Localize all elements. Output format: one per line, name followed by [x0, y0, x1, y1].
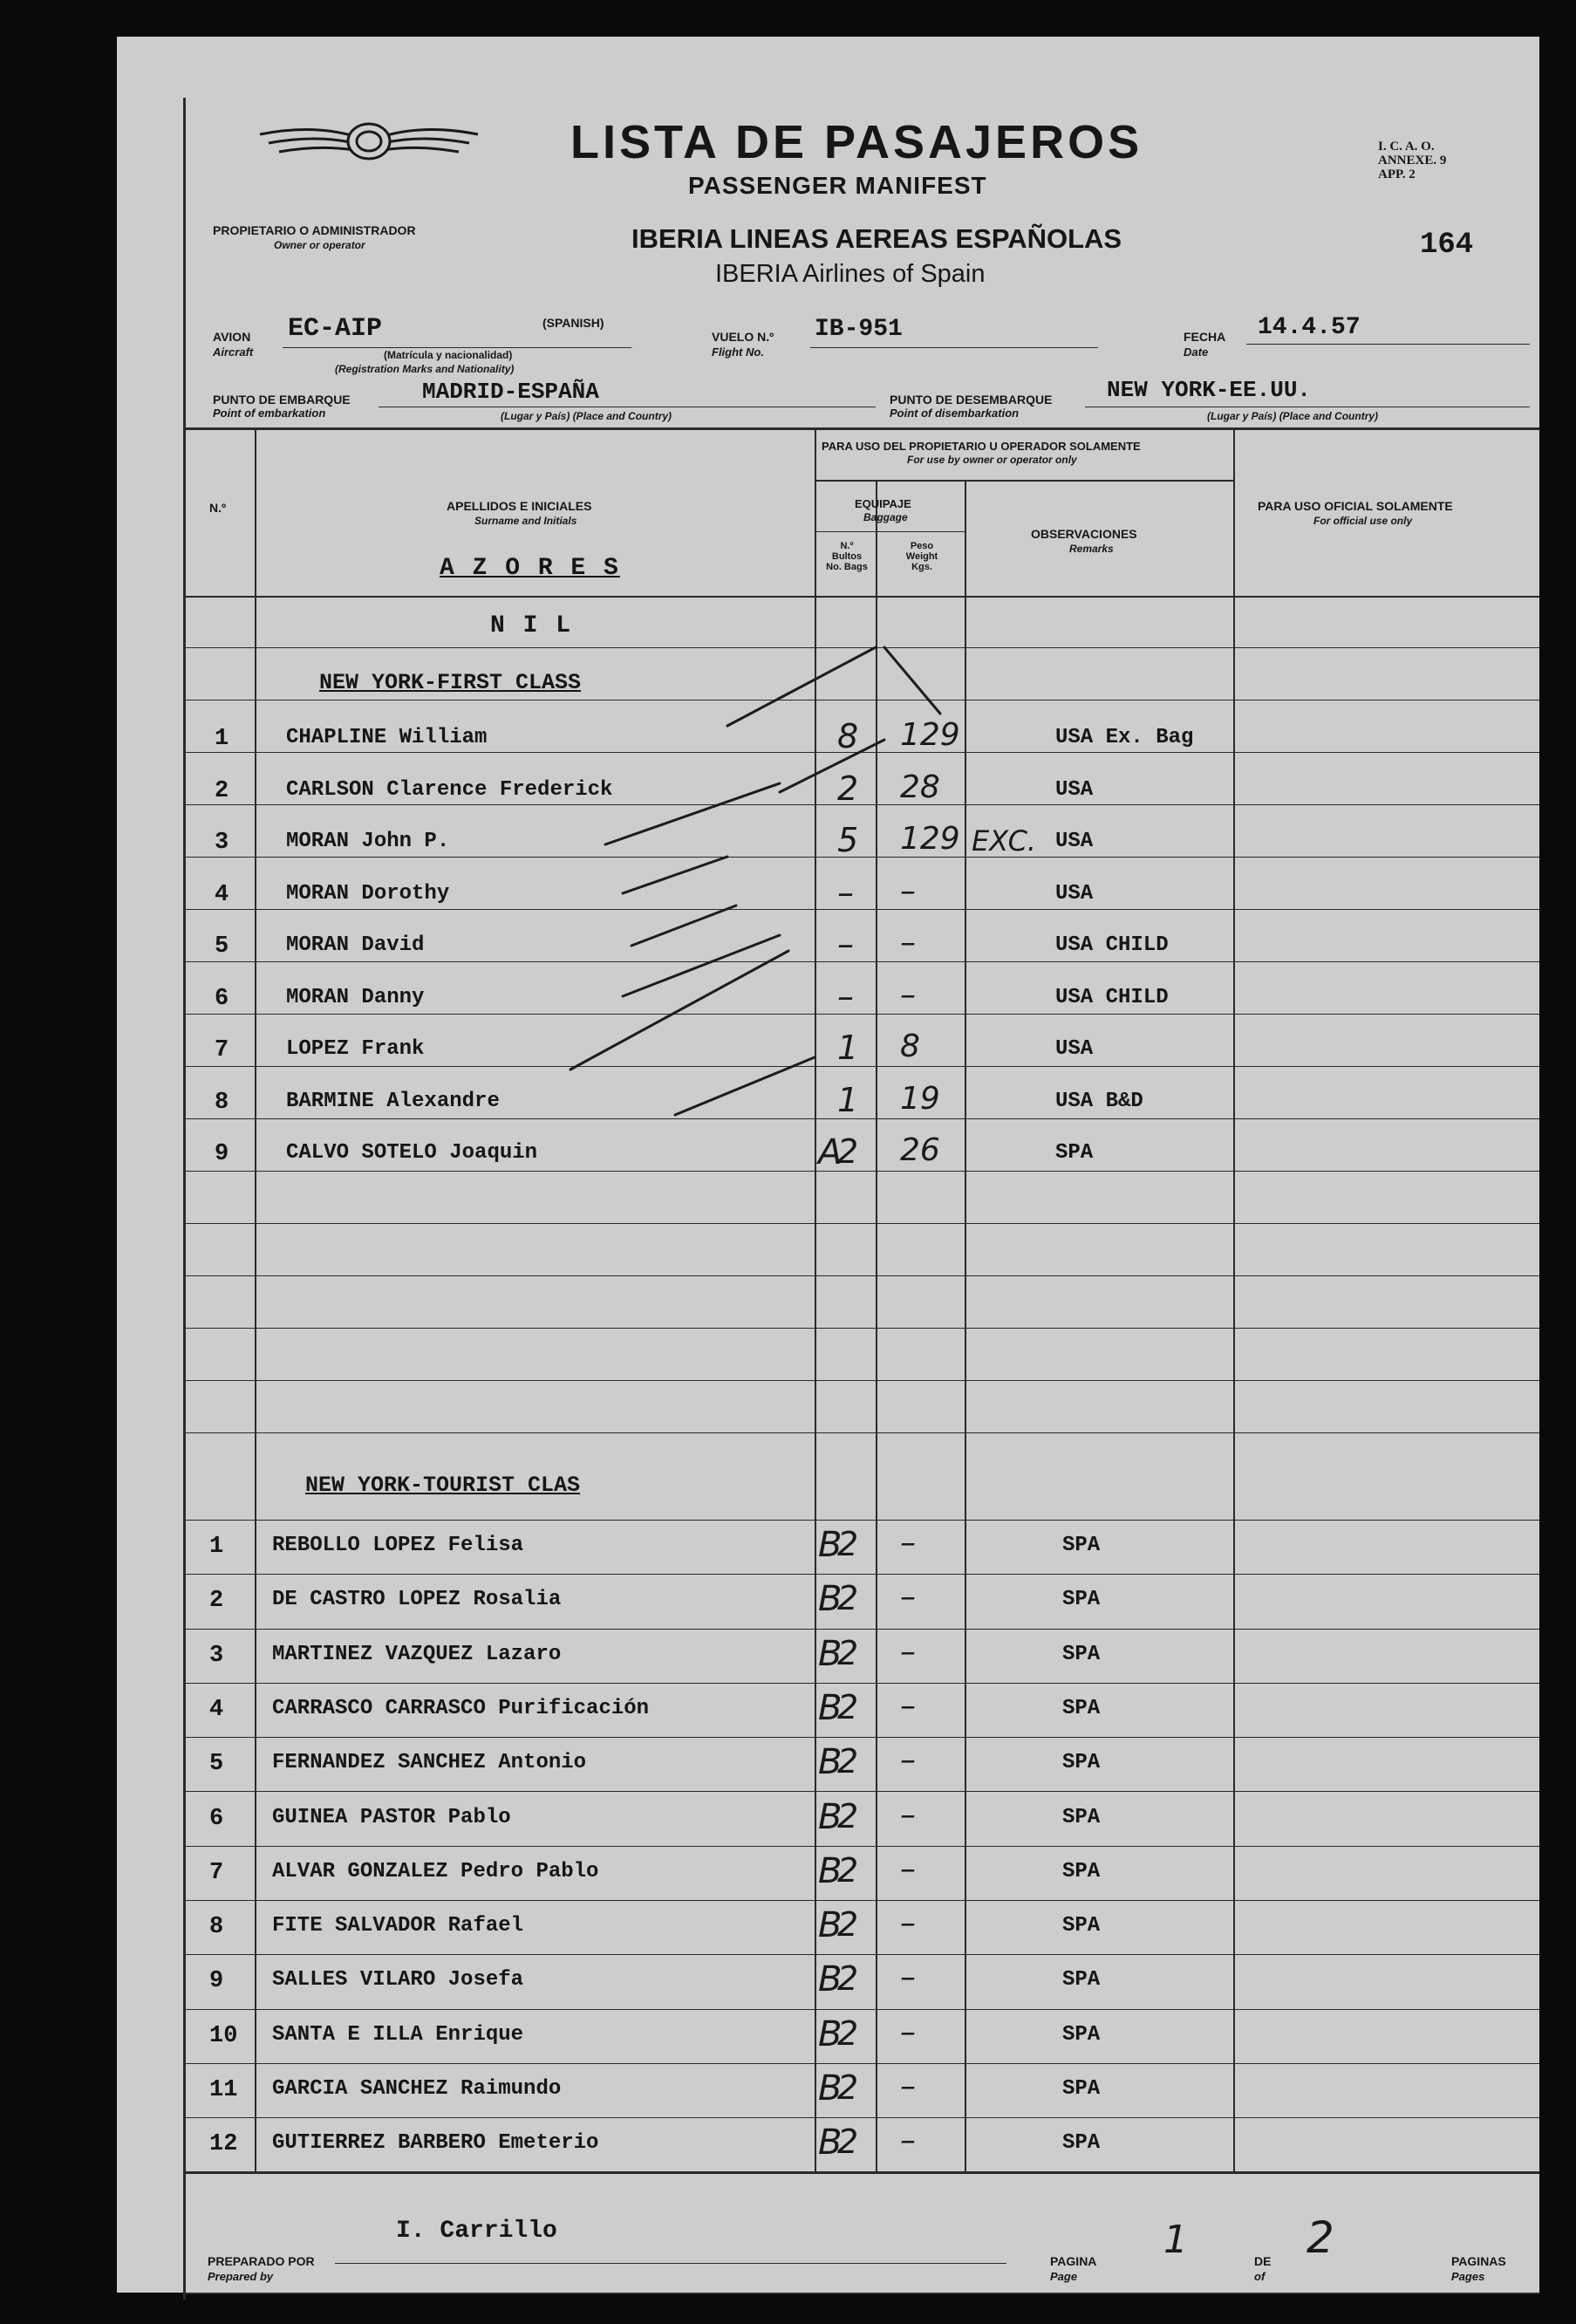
passenger-number: 5	[215, 933, 229, 960]
disembark-label: PUNTO DE DESEMBARQUE	[890, 393, 1053, 407]
passenger-name: MARTINEZ VAZQUEZ Lazaro	[272, 1642, 562, 1666]
bag-count: 2	[837, 2122, 859, 2162]
bag-weight: 26	[900, 1132, 940, 1168]
remarks-value: USA Ex. Bag	[1055, 726, 1194, 749]
pages-label: PAGINAS	[1451, 2254, 1506, 2268]
flight-value: IB-951	[815, 316, 903, 343]
embark-place-label: (Lugar y País) (Place and Country)	[501, 410, 672, 422]
remarks-value: USA	[1055, 881, 1094, 906]
airline-name-en: IBERIA Airlines of Spain	[715, 260, 986, 288]
bag-count: 8	[837, 717, 859, 755]
section-azores: A Z O R E S	[440, 555, 620, 582]
remarks-value: SPA	[1062, 1642, 1101, 1666]
remarks-value: SPA	[1055, 1141, 1094, 1165]
class-letter: B	[818, 1850, 843, 1891]
aircraft-nationality: (SPANISH)	[542, 316, 604, 330]
bag-weight: –	[900, 1525, 916, 1561]
passenger-name: MORAN Dorothy	[286, 881, 450, 906]
class-letter: B	[818, 1633, 843, 1674]
passenger-name: GARCIA SANCHEZ Raimundo	[272, 2077, 562, 2101]
owner-use-header: PARA USO DEL PROPIETARIO U OPERADOR SOLAMENTE	[822, 440, 1141, 453]
remarks-value: SPA	[1062, 2131, 1101, 2156]
passenger-name: BARMINE Alexandre	[286, 1089, 500, 1113]
passenger-name: SALLES VILARO Josefa	[272, 1968, 524, 1992]
prepared-by-label: PREPARADO POR	[208, 2254, 315, 2268]
official-use-header: PARA USO OFICIAL SOLAMENTE	[1258, 499, 1453, 513]
passenger-name: FERNANDEZ SANCHEZ Antonio	[272, 1751, 587, 1775]
bag-weight: –	[900, 976, 916, 1013]
remarks-value: USA B&D	[1055, 1089, 1143, 1113]
remarks-header: OBSERVACIONES	[1031, 527, 1137, 541]
bag-count: 2	[837, 1959, 859, 1999]
flight-label-en: Flight No.	[712, 345, 764, 359]
remarks-header-en: Remarks	[1069, 543, 1114, 555]
bag-count: 2	[837, 1687, 859, 1726]
prepared-by-label-en: Prepared by	[208, 2270, 274, 2283]
passenger-number: 7	[215, 1037, 229, 1063]
page-label: PAGINA	[1050, 2254, 1097, 2268]
passenger-name: REBOLLO LOPEZ Felisa	[272, 1534, 524, 1557]
bag-weight: –	[900, 2013, 916, 2050]
class-letter: B	[818, 2068, 843, 2109]
passenger-number: 4	[209, 1696, 224, 1723]
bag-count: 2	[837, 2013, 859, 2053]
bag-count: 2	[837, 1742, 859, 1781]
class-letter: B	[818, 1579, 843, 1620]
passenger-name: GUTIERREZ BARBERO Emeterio	[272, 2131, 599, 2156]
passenger-number: 1	[209, 1534, 224, 1560]
passenger-name: MORAN John P.	[286, 830, 450, 853]
passenger-number: 8	[209, 1914, 224, 1941]
of-value: 2	[1307, 2212, 1334, 2263]
bag-count: 2	[837, 1796, 859, 1835]
remarks-value: SPA	[1062, 2022, 1101, 2047]
owner-use-header-en: For use by owner or operator only	[907, 454, 1077, 466]
class-letter: B	[818, 1905, 843, 1946]
icao-line-2: ANNEXE. 9	[1378, 154, 1447, 167]
of-label-en: of	[1254, 2270, 1266, 2283]
passenger-number: 6	[215, 985, 229, 1012]
date-label: FECHA	[1184, 330, 1226, 344]
bag-count: 2	[837, 1132, 859, 1171]
bag-count: 5	[837, 821, 859, 859]
aircraft-label-en: Aircraft	[213, 345, 254, 359]
airline-name-es: IBERIA LINEAS AEREAS ESPAÑOLAS	[631, 223, 1122, 254]
bag-weight: –	[900, 1687, 916, 1724]
passenger-number: 11	[209, 2077, 238, 2103]
icao-line-1: I. C. A. O.	[1378, 140, 1435, 154]
owner-label-en: Owner or operator	[274, 239, 365, 251]
passenger-number: 8	[215, 1089, 229, 1116]
bag-weight: –	[900, 2068, 916, 2104]
page-label-en: Page	[1050, 2270, 1078, 2283]
class-letter: B	[818, 1687, 843, 1728]
bags-header-line-3: No. Bags	[826, 562, 868, 572]
passenger-number: 5	[209, 1751, 224, 1778]
manifest-subtitle: PASSENGER MANIFEST	[688, 172, 987, 199]
prepared-by-value: I. Carrillo	[396, 2218, 557, 2245]
owner-label: PROPIETARIO O ADMINISTRADOR	[213, 223, 416, 237]
passenger-name: ALVAR GONZALEZ Pedro Pablo	[272, 1859, 599, 1883]
remarks-value: SPA	[1062, 2077, 1101, 2101]
passenger-name: MORAN Danny	[286, 985, 425, 1009]
passenger-name: LOPEZ Frank	[286, 1037, 425, 1061]
bag-weight: 8	[900, 1029, 920, 1064]
remarks-value: USA	[1055, 777, 1094, 802]
bags-header-line-1: N.º	[840, 541, 854, 551]
date-label-en: Date	[1184, 345, 1209, 359]
bag-weight: –	[900, 872, 916, 909]
passenger-number: 3	[215, 830, 229, 856]
passenger-name: CHAPLINE William	[286, 726, 488, 749]
bag-count: 2	[837, 1633, 859, 1672]
bag-weight: –	[900, 925, 916, 960]
bag-count: –	[837, 872, 854, 912]
bag-weight: –	[900, 1850, 916, 1887]
bag-weight: –	[900, 1579, 916, 1616]
bag-weight: –	[900, 1959, 916, 1996]
section-nil: N I L	[490, 612, 573, 639]
disembark-place-label: (Lugar y País) (Place and Country)	[1207, 410, 1379, 422]
bags-header-line-2: Bultos	[831, 551, 863, 562]
bag-weight: 129	[900, 717, 960, 753]
passenger-name: MORAN David	[286, 933, 425, 957]
embark-label: PUNTO DE EMBARQUE	[213, 393, 351, 407]
passenger-name: GUINEA PASTOR Pablo	[272, 1805, 511, 1829]
aircraft-value: EC-AIP	[288, 314, 383, 344]
passenger-name: FITE SALVADOR Rafael	[272, 1914, 524, 1938]
remarks-value: SPA	[1062, 1968, 1101, 1992]
col-header-number: N.º	[209, 501, 227, 515]
disembark-label-en: Point of disembarkation	[890, 407, 1020, 420]
section-tourist-class: NEW YORK-TOURIST CLAS	[305, 1473, 581, 1498]
bag-weight: 19	[900, 1080, 940, 1117]
bag-weight: –	[900, 1633, 916, 1670]
remarks-value: SPA	[1062, 1859, 1101, 1883]
passenger-name: CALVO SOTELO Joaquin	[286, 1141, 538, 1165]
passenger-number: 9	[215, 1141, 229, 1167]
bag-count: 2	[837, 1850, 859, 1890]
class-letter: B	[818, 1525, 843, 1565]
bag-weight: –	[900, 1796, 916, 1833]
bag-count: 1	[837, 1080, 859, 1119]
page-stamp: 164	[1420, 229, 1474, 262]
section-first-class: NEW YORK-FIRST CLASS	[319, 670, 582, 695]
passenger-number: 9	[209, 1968, 224, 1995]
bag-weight: 129	[900, 821, 960, 857]
bag-count: 2	[837, 1905, 859, 1945]
bag-count: 2	[837, 1579, 859, 1618]
date-value: 14.4.57	[1258, 314, 1361, 341]
baggage-header: EQUIPAJE	[855, 497, 911, 510]
manifest-sheet	[117, 37, 1539, 2293]
class-letter: B	[818, 1742, 843, 1783]
embark-label-en: Point of embarkation	[213, 407, 326, 420]
registration-label-en: (Registration Marks and Nationality)	[335, 363, 515, 375]
prepared-by-underline	[335, 2263, 1006, 2264]
passenger-number: 10	[209, 2022, 238, 2049]
class-letter: B	[818, 2013, 843, 2054]
bag-count: 2	[837, 1525, 859, 1563]
bag-weight: –	[900, 1905, 916, 1942]
class-letter: A	[818, 1132, 843, 1172]
remarks-value: SPA	[1062, 1914, 1101, 1938]
passenger-number: 12	[209, 2131, 238, 2158]
bag-weight: –	[900, 1742, 916, 1779]
bag-weight: 28	[900, 769, 940, 805]
pages-label-en: Pages	[1451, 2270, 1485, 2283]
passenger-number: 6	[209, 1805, 224, 1832]
aircraft-label: AVION	[213, 330, 251, 344]
bag-count: 2	[837, 2068, 859, 2107]
remarks-value: USA CHILD	[1055, 985, 1169, 1009]
remarks-value: SPA	[1062, 1588, 1101, 1612]
passenger-name: CARLSON Clarence Frederick	[286, 777, 613, 802]
passenger-number: 2	[209, 1588, 224, 1615]
registration-label-es: (Matrícula y nacionalidad)	[384, 349, 513, 361]
passenger-name: SANTA E ILLA Enrique	[272, 2022, 524, 2047]
col-header-names: APELLIDOS E INICIALES	[447, 499, 592, 513]
bag-count: 2	[837, 769, 859, 808]
bag-count: –	[837, 976, 854, 1015]
excess-mark: EXC.	[972, 824, 1037, 858]
passenger-number: 4	[215, 881, 229, 908]
remarks-value: USA	[1055, 1037, 1094, 1061]
class-letter: B	[818, 1959, 843, 2000]
page-value: 1	[1163, 2218, 1188, 2262]
baggage-header-en: Baggage	[863, 511, 908, 523]
bag-weight: –	[900, 2122, 916, 2159]
remarks-value: USA	[1055, 830, 1094, 853]
remarks-value: SPA	[1062, 1534, 1101, 1557]
remarks-value: SPA	[1062, 1751, 1101, 1775]
class-letter: B	[818, 2122, 843, 2163]
weight-header-line-3: Kgs.	[911, 562, 932, 572]
remarks-value: USA CHILD	[1055, 933, 1169, 957]
class-letter: B	[818, 1796, 843, 1837]
col-header-names-en: Surname and Initials	[474, 515, 577, 527]
passenger-number: 3	[209, 1642, 224, 1669]
passenger-number: 2	[215, 777, 229, 804]
passenger-number: 7	[209, 1859, 224, 1886]
manifest-title: LISTA DE PASAJEROS	[570, 116, 1143, 168]
remarks-value: SPA	[1062, 1696, 1101, 1720]
weight-header-line-2: Weight	[905, 551, 938, 562]
icao-line-3: APP. 2	[1378, 167, 1416, 181]
handwritten-check-marks	[117, 37, 1539, 2293]
passenger-name: CARRASCO CARRASCO Purificación	[272, 1696, 650, 1720]
official-use-header-en: For official use only	[1313, 515, 1413, 527]
weight-header-line-1: Peso	[910, 541, 934, 551]
passenger-name: DE CASTRO LOPEZ Rosalia	[272, 1588, 562, 1612]
embark-value: MADRID-ESPAÑA	[422, 379, 599, 405]
remarks-value: SPA	[1062, 1805, 1101, 1829]
flight-label: VUELO N.º	[712, 330, 774, 344]
footer-bottom-rule	[183, 2293, 1539, 2294]
passenger-number: 1	[215, 726, 229, 752]
bag-count: 1	[837, 1029, 859, 1067]
disembark-value: NEW YORK-EE.UU.	[1107, 377, 1312, 403]
bag-count: –	[837, 925, 854, 963]
of-label: DE	[1254, 2254, 1272, 2268]
